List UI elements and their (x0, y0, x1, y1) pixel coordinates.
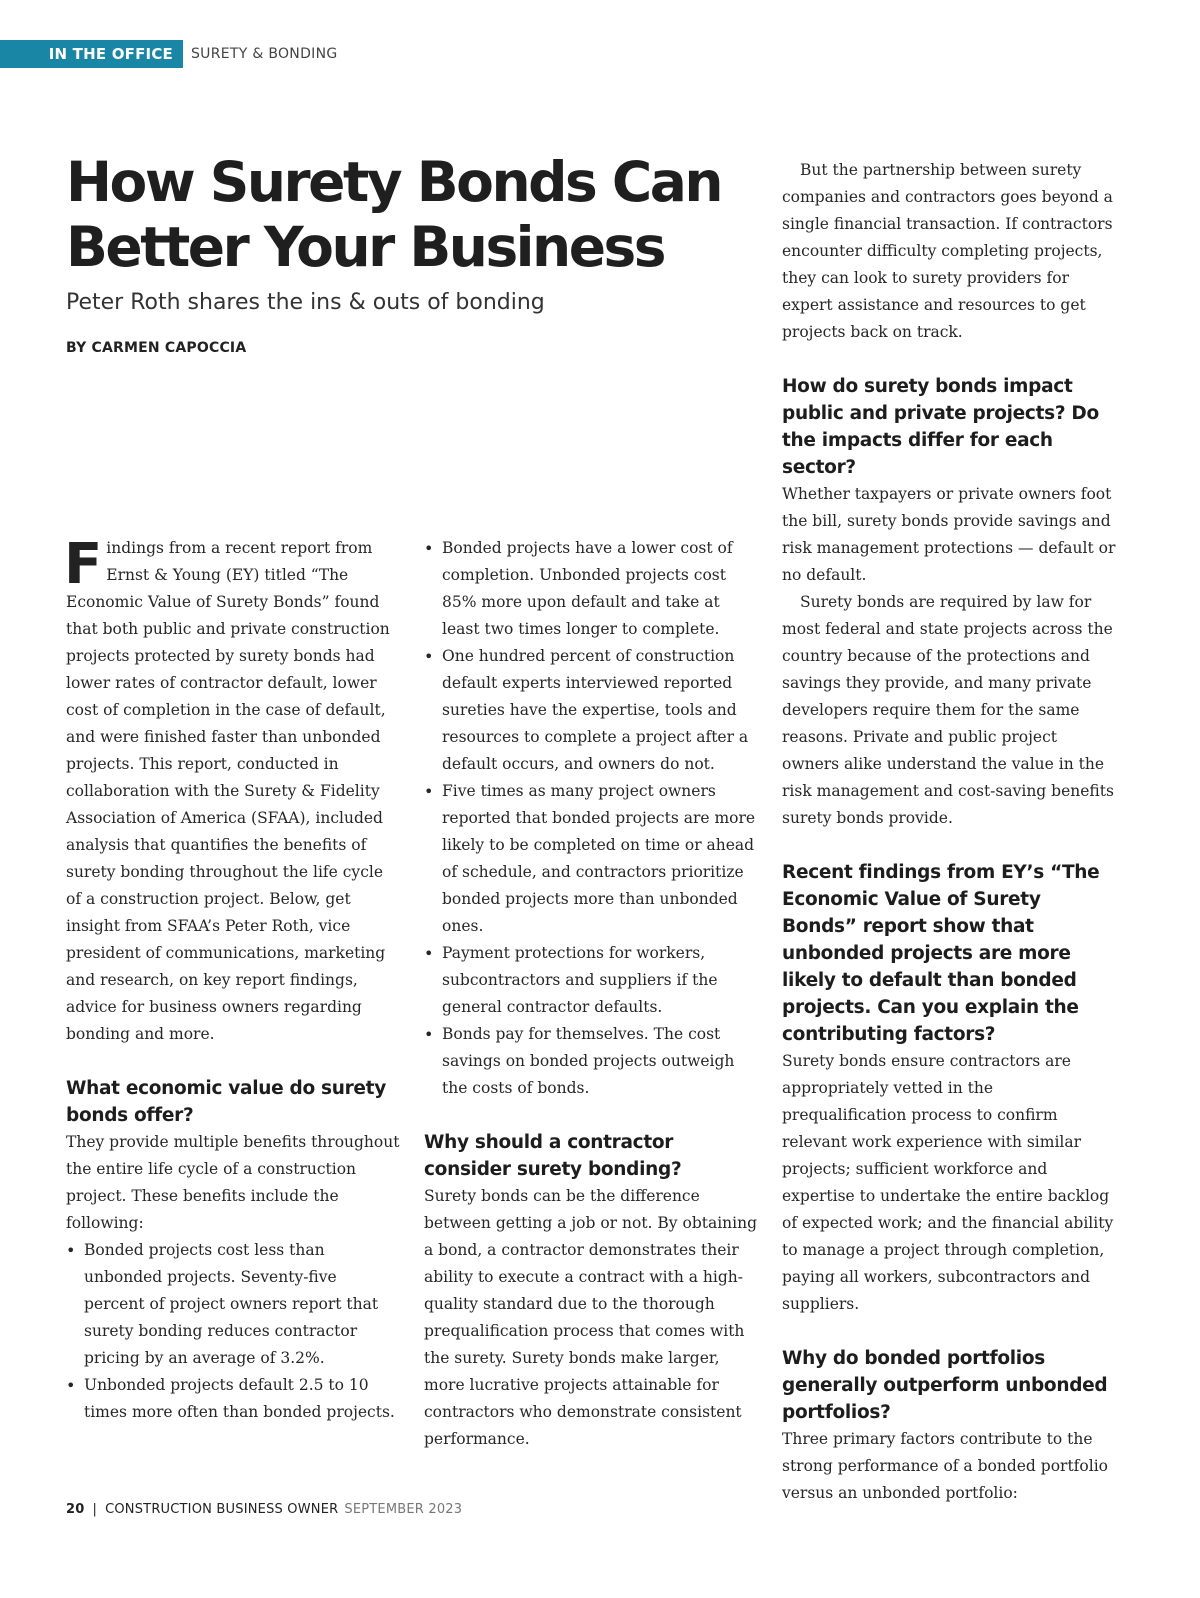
drop-cap: F (64, 532, 103, 597)
article-subtitle: Peter Roth shares the ins & outs of bonding (66, 290, 545, 315)
section-tab: IN THE OFFICE (0, 40, 183, 68)
column-2 (424, 535, 762, 1453)
intro-paragraph (64, 532, 402, 1048)
answer-paragraph: Whether taxpayers or private owners foot the bill, surety bonds provide savings and risk management protections — default or no default. (782, 485, 1116, 584)
column-3 (782, 157, 1118, 1507)
headline: How Surety Bonds Can Better Your Business (66, 150, 722, 279)
list-item: • Five times as many project owners reported that bonded projects are more likely to be completed on time or ahead of schedule, and contractors prioritize bonded projects more than unbonded ones. (424, 778, 762, 940)
publication-name: CONSTRUCTION BUSINESS OWNER (105, 1502, 339, 1517)
answer-paragraph: But the partnership between surety companies and contractors goes beyond a single financial transaction. If contractors encounter difficulty completing projects, they can look to surety providers for expert assistance and resources to get projects back on track. (782, 161, 1113, 341)
page-number: 20 (66, 1502, 85, 1517)
list-item: • One hundred percent of construction default experts interviewed reported sureties have the expertise, tools and resources to complete a project after a default occurs, and owners do not. (424, 643, 762, 778)
question-heading: Why do bonded portfolios generally outperform unbonded portfolios? (782, 1348, 1108, 1423)
issue-date: SEPTEMBER 2023 (344, 1502, 463, 1517)
question-heading: How do surety bonds impact public and private projects? Do the impacts differ for each sector? (782, 376, 1099, 478)
question-heading: What economic value do surety bonds offer? (66, 1078, 386, 1126)
question-heading: Why should a contractor consider surety bonding? (424, 1132, 682, 1180)
list-item: • Bonds pay for themselves. The cost savings on bonded projects outweigh the costs of bonds. (424, 1021, 762, 1102)
byline: BY CARMEN CAPOCCIA (66, 340, 247, 356)
question-heading: Recent findings from EY’s “The Economic Value of Surety Bonds” report show that unbonded projects are more likely to default than bonded projects. Can you explain the contributing factors? (782, 862, 1100, 1045)
answer-paragraph: Surety bonds are required by law for most federal and state projects across the country because of the protections and savings they provide, and many private developers require them for the same reasons. Private and public project owners alike understand the value in the risk management and cost-saving benefits surety bonds provide. (782, 593, 1114, 827)
column-1 (64, 532, 402, 1426)
footer-separator: | (92, 1502, 98, 1517)
answer-paragraph: Surety bonds can be the difference between getting a job or not. By obtaining a bond, a contractor demonstrates their ability to execute a contract with a high-quality standard due to the thorough prequalification process that comes with the surety. Surety bonds make larger, more lucrative projects attainable for contractors who demonstrate consistent performance. (424, 1187, 758, 1448)
page-footer (66, 1502, 462, 1517)
section-subtitle: SURETY & BONDING (191, 46, 338, 62)
list-item: • Unbonded projects default 2.5 to 10 times more often than bonded projects. (66, 1372, 402, 1426)
benefits-list-continued (424, 535, 762, 1102)
answer-paragraph: They provide multiple benefits throughout the entire life cycle of a construction project. These benefits include the following: (66, 1133, 400, 1232)
intro-text: indings from a recent report from Ernst & Young (EY) titled “The Economic Value of Surety Bonds” found that both public and private construction projects protected by surety bonds had lower rates of contractor default, lower cost of completion in the case of default, and were finished faster than unbonded projects. This report, conducted in collaboration with the Surety & Fidelity Association of America (SFAA), included analysis that quantifies the benefits of surety bonding throughout the life cycle of a construction project. Below, get insight from SFAA’s Peter Roth, vice president of communications, marketing and research, on key report findings, advice for business owners regarding bonding and more. (66, 539, 390, 1043)
list-item: • Bonded projects have a lower cost of completion. Unbonded projects cost 85% more upon default and take at least two times longer to complete. (424, 535, 762, 643)
list-item: • Bonded projects cost less than unbonded projects. Seventy-five percent of project owners report that surety bonding reduces contractor pricing by an average of 3.2%. (66, 1237, 402, 1372)
list-item: • Payment protections for workers, subcontractors and suppliers if the general contractor defaults. (424, 940, 762, 1021)
benefits-list (66, 1237, 402, 1426)
answer-paragraph: Three primary factors contribute to the strong performance of a bonded portfolio versus an unbonded portfolio: (782, 1430, 1108, 1502)
answer-paragraph: Surety bonds ensure contractors are appropriately vetted in the prequalification process to confirm relevant work experience with similar projects; sufficient workforce and expertise to undertake the entire backlog of expected work; and the financial ability to manage a project through completion, paying all workers, subcontractors and suppliers. (782, 1052, 1114, 1313)
